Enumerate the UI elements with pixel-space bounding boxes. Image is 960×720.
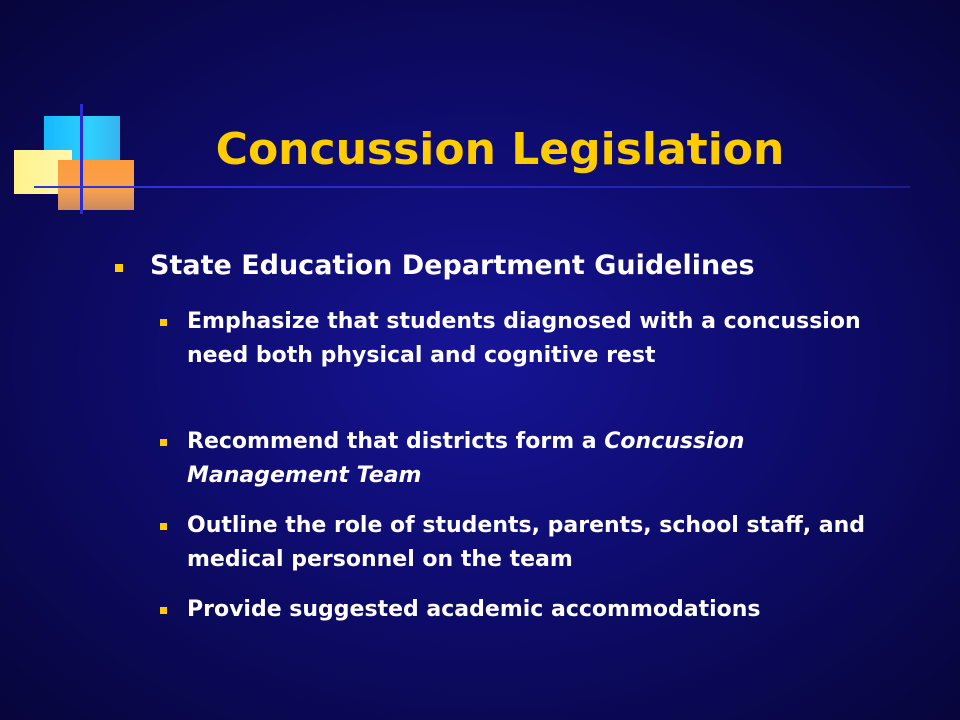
bullet-square-icon xyxy=(115,264,123,272)
title-underline xyxy=(34,186,910,188)
main-bullet-text: State Education Department Guidelines xyxy=(150,250,755,281)
slide-title: Concussion Legislation xyxy=(215,124,785,175)
bullet-square-icon xyxy=(160,439,167,446)
sub-bullet-text-plain: Recommend that districts form a xyxy=(187,429,605,454)
sub-bullet-text: Provide suggested academic accommodations xyxy=(187,597,761,622)
bullet-square-icon xyxy=(160,319,167,326)
logo-orange-square xyxy=(58,160,134,210)
sub-bullet-text: Emphasize that students diagnosed with a concussion need both physical and cognitive rest xyxy=(187,309,861,368)
bullet-square-icon xyxy=(160,607,167,614)
logo-vertical-line xyxy=(80,104,83,214)
sub-bullet-text: Outline the role of students, parents, school staff, and medical personnel on the team xyxy=(187,513,866,572)
bullet-square-icon xyxy=(160,523,167,530)
sub-bullet-text-emphasis: Concussion Management Team xyxy=(187,429,745,488)
sub-bullet-text xyxy=(187,425,867,493)
